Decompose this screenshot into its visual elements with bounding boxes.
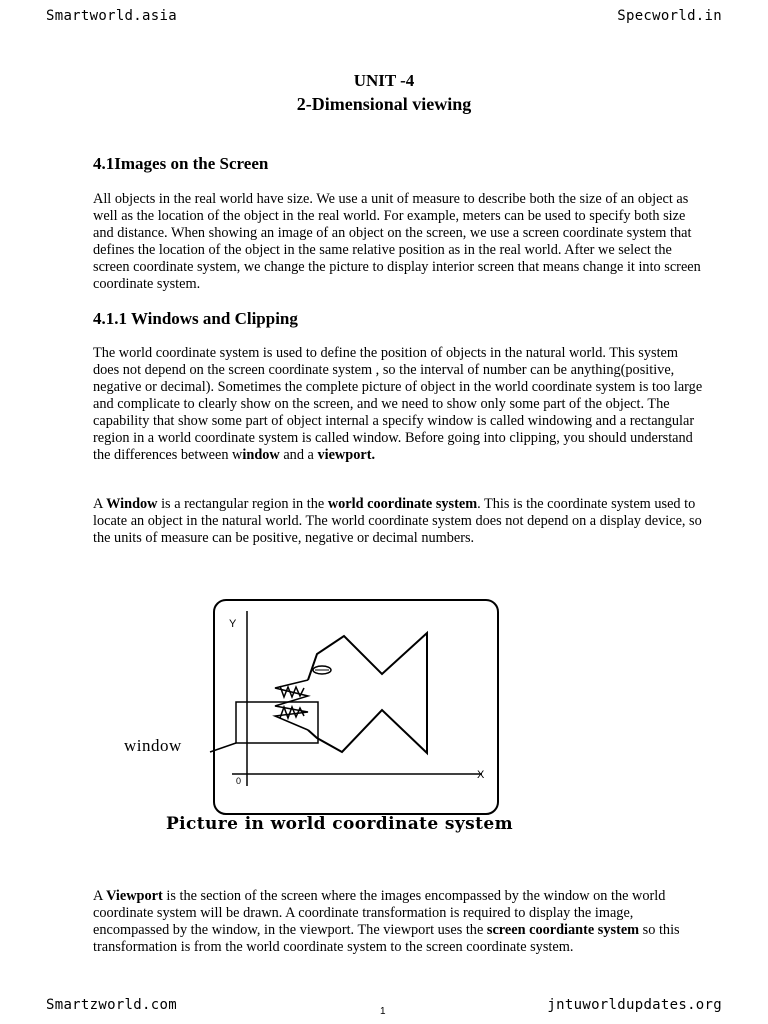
text-prefix: A bbox=[93, 888, 107, 904]
fish-outline bbox=[308, 633, 427, 753]
bold-window: Window bbox=[106, 496, 158, 512]
bold-viewport-term: Viewport bbox=[106, 888, 163, 904]
text-part2: so this transformation is from the world coordinate system to the screen coordinate system. bbox=[93, 922, 680, 955]
header-right-site: Specworld.in bbox=[617, 8, 722, 24]
paragraph-text-and-a: and a bbox=[279, 447, 318, 463]
bold-viewport: viewport. bbox=[317, 447, 376, 463]
text-rest: . This is the coordinate system used to locate an object in the natural world. The world coordinate system does not depend on a display device, so the units of measure can be positive, negative or decimal numbers. bbox=[93, 496, 702, 546]
figure-world-coordinate-system bbox=[120, 596, 570, 842]
text-prefix: A bbox=[93, 496, 107, 512]
unit-label: UNIT -4 bbox=[353, 71, 415, 90]
paragraph-viewport-definition bbox=[93, 888, 705, 956]
axis-origin-label: 0 bbox=[236, 776, 242, 786]
paragraph-text: The world coordinate system is used to define the position of objects in the natural world. This system does not depend on the screen coordinate system , so the interval of number can be anything(positive, negative or decimal). Sometimes the complete picture of object in the world coordinate system is too large and complicate to clearly show on the screen, and we need to show only some part of the object. The capability that show some part of object internal a specify window is called windowing and a rectangular region in a world coordinate system is called window. Before going into clipping, you should understand the differences between w bbox=[93, 345, 703, 463]
axis-x-label: X bbox=[477, 769, 485, 781]
bold-indow: indow bbox=[242, 447, 280, 463]
section-heading-windows-clipping: 4.1.1 Windows and Clipping bbox=[93, 309, 298, 328]
window-rect bbox=[236, 702, 318, 743]
fish-diagram bbox=[120, 596, 570, 842]
footer-right-site: jntuworldupdates.org bbox=[547, 997, 722, 1013]
header-left-site: Smartworld.asia bbox=[46, 8, 177, 24]
bold-screen-coordinate-system: screen coordiante system bbox=[486, 922, 640, 938]
footer-left-site: Smartzworld.com bbox=[46, 997, 177, 1013]
paragraph-windows-clipping bbox=[93, 345, 705, 464]
window-label: window bbox=[124, 736, 182, 755]
text-part1: is the section of the screen where the images encompassed by the window on the world coordinate system will be drawn. A coordinate transformation is required to display the image, encompassed by the window, in the viewport. The viewport uses the bbox=[93, 888, 666, 938]
paragraph-images: All objects in the real world have size. We use a unit of measure to describe both the size of an object as well as the location of the object in the real world. For example, meters can be used to specify both size and distance. When showing an image of an object on the screen, we use a screen coordinate system that defines the location of the object in the same relative position as in the real world. After we select the screen coordinate system, we change the picture to display interior screen that means change it into screen coordinate system. bbox=[93, 191, 701, 292]
bold-world-coordinate-system: world coordinate system bbox=[327, 496, 478, 512]
paragraph-window-definition bbox=[93, 496, 705, 547]
text-mid: is a rectangular region in the bbox=[157, 496, 328, 512]
figure-caption: Picture in world coordinate system bbox=[166, 814, 513, 834]
axis-y-label: Y bbox=[229, 618, 237, 630]
title-block bbox=[0, 70, 768, 116]
page-title: 2-Dimensional viewing bbox=[296, 94, 472, 114]
frame-border bbox=[214, 600, 498, 814]
section-heading-images: 4.1Images on the Screen bbox=[93, 154, 269, 173]
page-number: 1 bbox=[380, 1006, 386, 1017]
